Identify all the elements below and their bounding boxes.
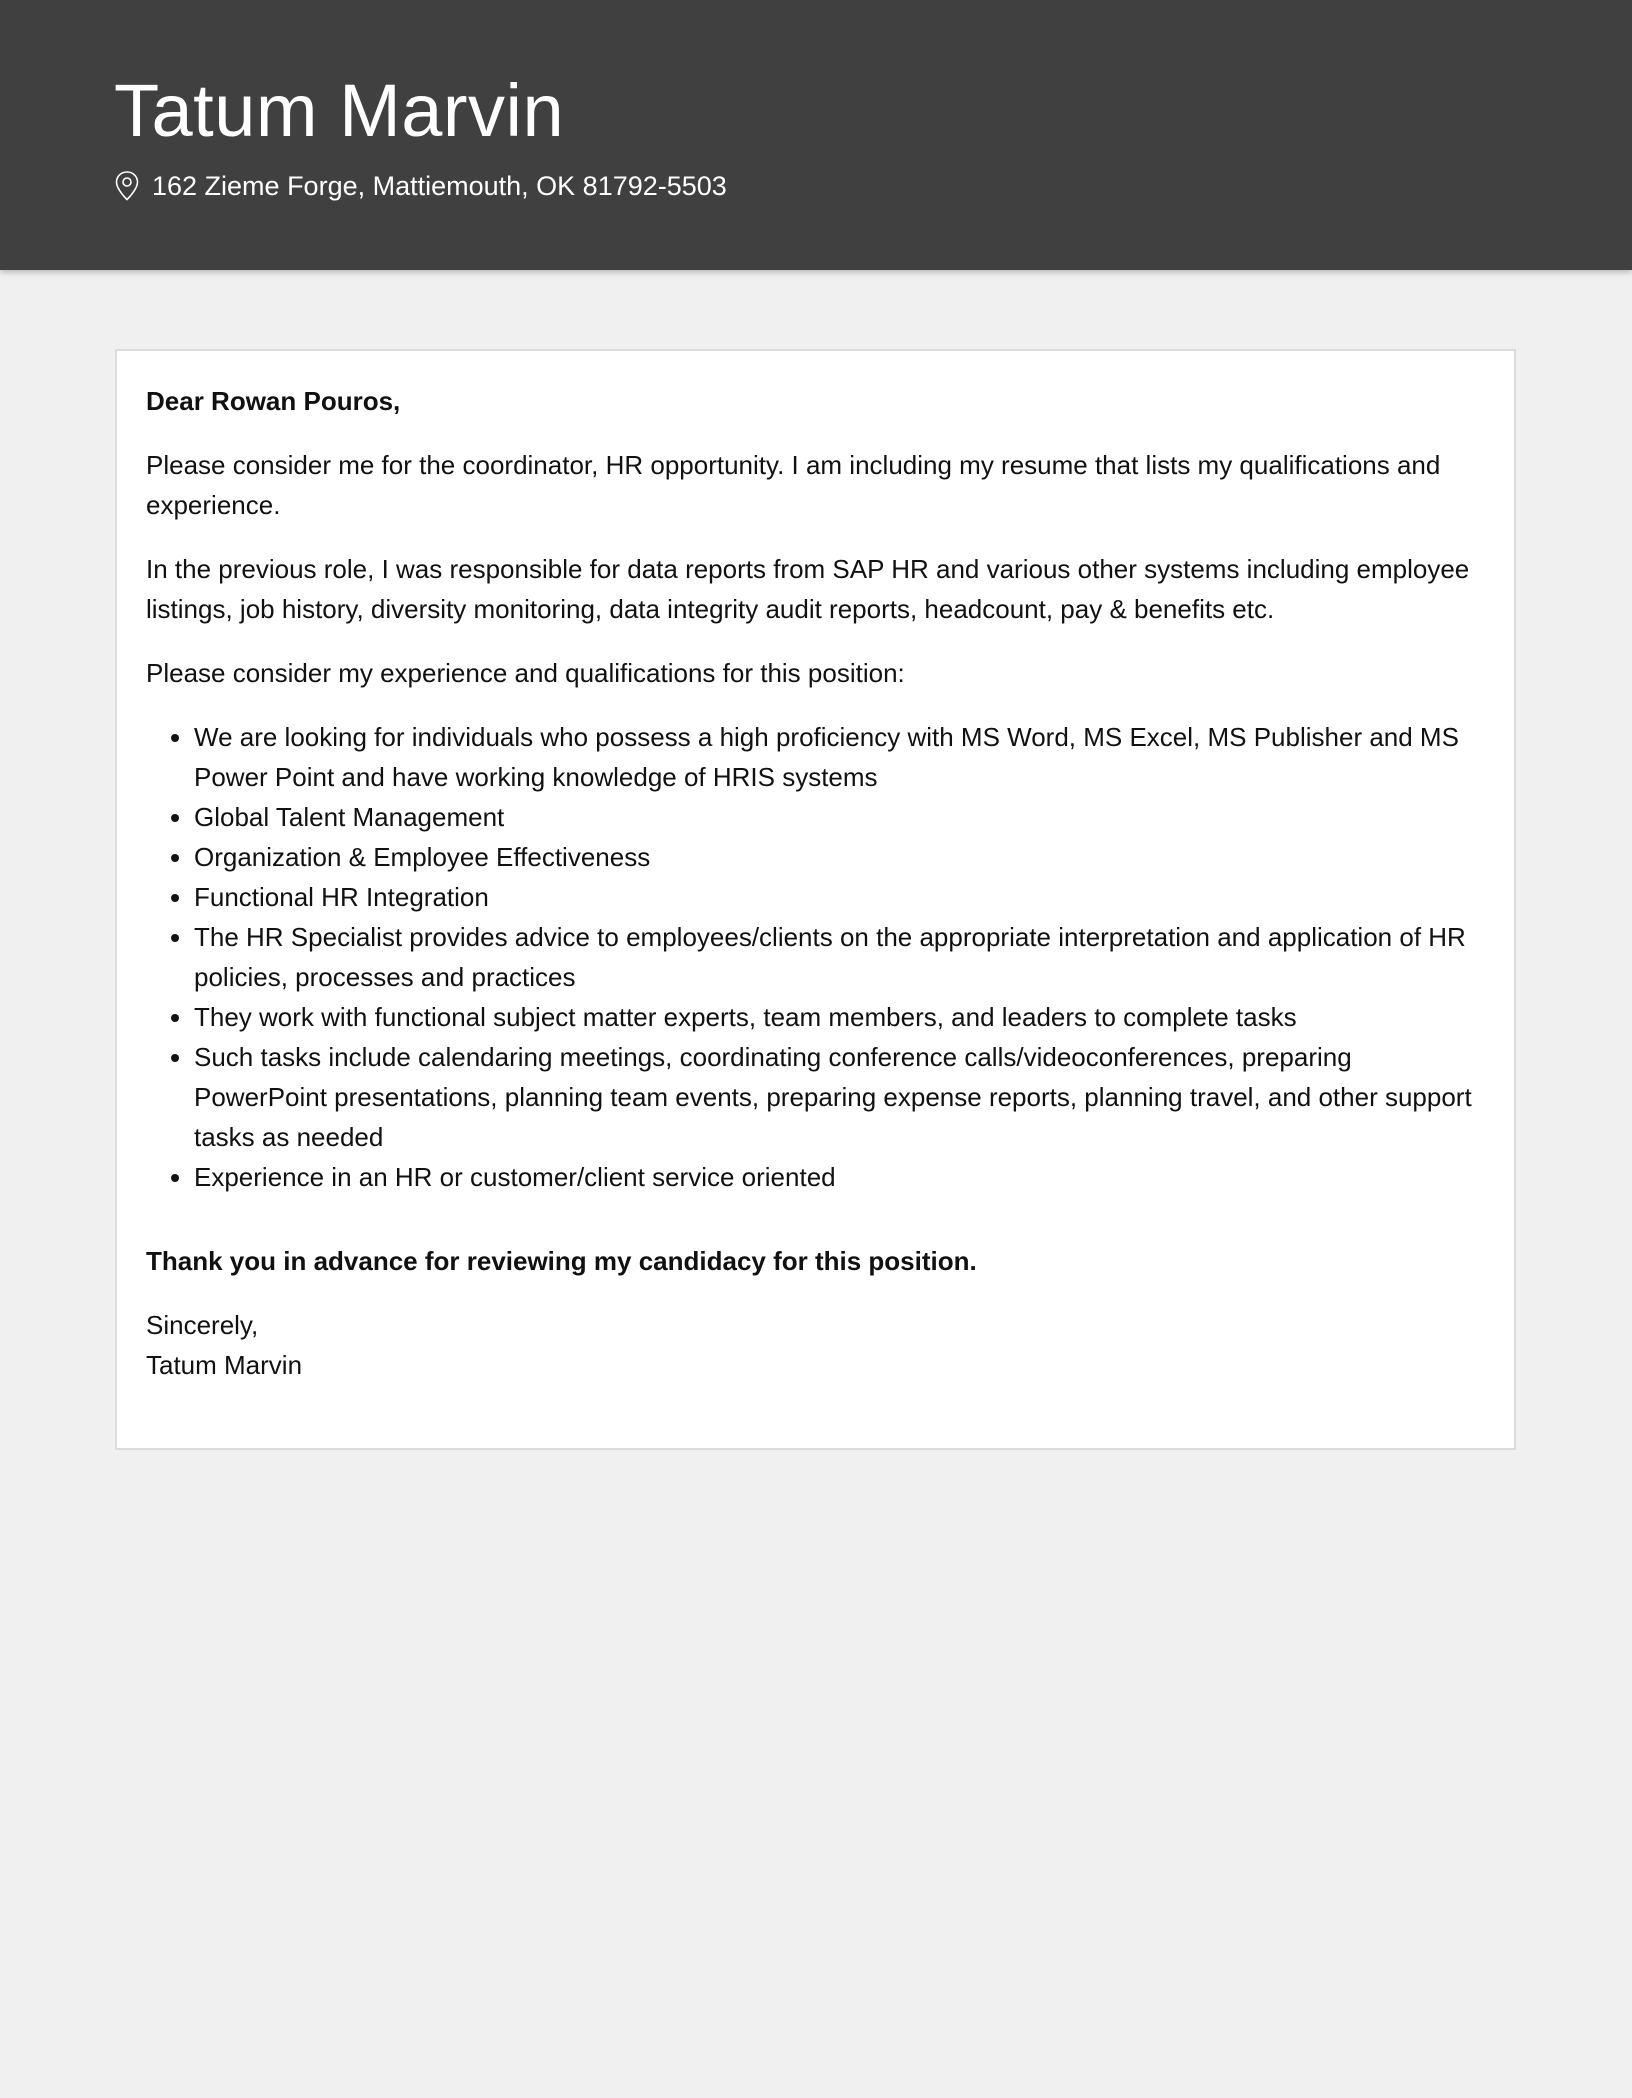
page-header xyxy=(0,0,1632,270)
signoff-text: Sincerely, xyxy=(146,1310,259,1340)
list-item: • Global Talent Management xyxy=(194,797,1485,837)
signoff xyxy=(146,1305,1485,1385)
list-item: • The HR Specialist provides advice to employees/clients on the appropriate interpretation and application of HR policies, processes and practices xyxy=(194,917,1485,997)
address-text: 162 Zieme Forge, Mattiemouth, OK 81792-5503 xyxy=(152,170,727,201)
intro-paragraph: Please consider me for the coordinator, HR opportunity. I am including my resume that lists my qualifications and experience. xyxy=(146,450,1441,520)
map-pin-icon xyxy=(114,170,140,202)
salutation: Dear Rowan Pouros, xyxy=(146,386,401,416)
qualifications-intro: Please consider my experience and qualifications for this position: xyxy=(146,658,905,688)
applicant-name: Tatum Marvin xyxy=(114,69,565,152)
list-item: • Functional HR Integration xyxy=(194,877,1485,917)
list-item: • They work with functional subject matter experts, team members, and leaders to complete tasks xyxy=(194,997,1485,1037)
cover-letter xyxy=(115,349,1516,1450)
list-item: • Organization & Employee Effectiveness xyxy=(194,837,1485,877)
experience-paragraph: In the previous role, I was responsible for data reports from SAP HR and various other systems including employee listings, job history, diversity monitoring, data integrity audit reports, headcount, pay & benefits etc. xyxy=(146,554,1470,624)
applicant-address xyxy=(114,166,727,206)
signature-name: Tatum Marvin xyxy=(146,1350,303,1380)
list-item: • Experience in an HR or customer/client service oriented xyxy=(194,1157,1485,1197)
list-item: • Such tasks include calendaring meetings, coordinating conference calls/videoconferences, preparing PowerPoint presentations, planning team events, preparing expense reports, planning travel, and other support tasks as needed xyxy=(194,1037,1485,1157)
list-item: • We are looking for individuals who possess a high proficiency with MS Word, MS Excel, MS Publisher and MS Power Point and have working knowledge of HRIS systems xyxy=(194,717,1485,797)
closing-line: Thank you in advance for reviewing my candidacy for this position. xyxy=(146,1246,977,1276)
qualifications-list xyxy=(146,717,1485,1197)
